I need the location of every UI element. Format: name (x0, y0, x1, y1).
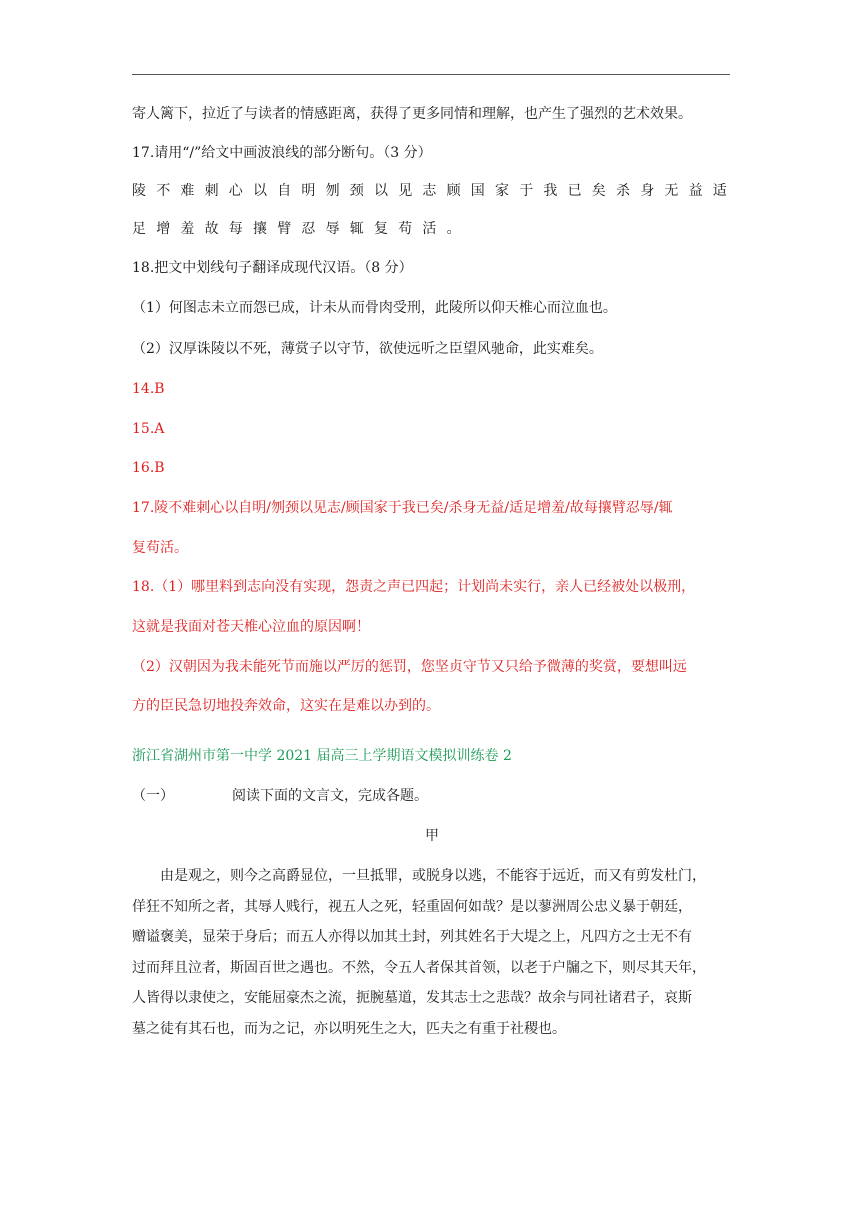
question-18-item-1: （1）何图志未立而怨已成，计未从而骨肉受刑，此陵所以仰天椎心而泣血也。 (132, 300, 617, 316)
answer-18-1-line-2: 这就是我面对苍天椎心泣血的原因啊！ (132, 619, 370, 635)
passage-line: 人皆得以隶使之，安能屈豪杰之流，扼腕墓道，发其志士之悲哉？故余与同社诸君子，哀斯 (132, 990, 692, 1006)
passage-line: 赠谥褒美，显荣于身后；而五人亦得以加其土封，列其姓名于大堤之上，凡四方之士无不有 (132, 929, 692, 945)
passage-line: 佯狂不知所之者，其辱人贱行，视五人之死，轻重固何如哉？是以蓼洲周公忠义暴于朝廷， (132, 898, 692, 915)
answer-14: 14.B (132, 381, 165, 397)
question-17-text-line-2: 足增羞故每攘臂忍辱辄复苟活。 (132, 221, 471, 237)
continuation-line: 寄人篱下，拉近了与读者的情感距离，获得了更多同情和理解，也产生了强烈的艺术效果。 (132, 106, 692, 122)
answer-18-2-line-1: （2）汉朝因为我未能死节而施以严厉的惩罚，您坚贞守节又只给予微薄的奖赏，要想叫远 (132, 659, 687, 675)
answer-18-2-line-2: 方的臣民急切地投奔效命，这实在是难以办到的。 (132, 698, 440, 714)
exam-title: 浙江省湖州市第一中学 2021 届高三上学期语文模拟训练卷 2 (132, 748, 512, 764)
answer-18-1-line-1: 18.（1）哪里料到志向没有实现，怨责之声已四起；计划尚未实行，亲人已经被处以极刑， (132, 579, 696, 595)
section-instruction: 阅读下面的文言文，完成各题。 (232, 788, 428, 804)
answer-17-line-1: 17.陵不难刺心以自明/刎颈以见志/顾国家于我已矣/杀身无益/适足增羞/故每攘臂忍辱/辄 (132, 500, 673, 516)
question-17-text-line-1: 陵不难刺心以自明刎颈以见志顾国家于我已矣杀身无益适 (132, 183, 737, 199)
passage-line: 墓之徒有其石也，而为之记，亦以明死生之大，匹夫之有重于社稷也。 (132, 1020, 566, 1037)
passage-paragraph (132, 861, 732, 1044)
answer-15: 15.A (132, 421, 165, 437)
question-18-item-2: （2）汉厚诛陵以不死，薄赏子以守节，欲使远听之臣望风驰命，此实难矣。 (132, 341, 603, 357)
section-number: （一） (132, 788, 174, 804)
passage-line: 过而拜且泣者，斯固百世之遇也。不然，令五人者保其首领，以老于户牖之下，则尽其天年， (132, 959, 706, 976)
passage-line: 由是观之，则今之高爵显位，一旦抵罪，或脱身以逃，不能容于远近，而又有剪发杜门， (160, 868, 706, 884)
passage-label: 甲 (425, 828, 439, 844)
header-rule (132, 74, 730, 75)
answer-17-line-2: 复苟活。 (132, 540, 188, 556)
question-17-prompt: 17.请用“/”给文中画波浪线的部分断句。（3 分） (132, 145, 432, 161)
question-18-prompt: 18.把文中划线句子翻译成现代汉语。（8 分） (132, 260, 413, 276)
answer-16: 16.B (132, 460, 165, 476)
